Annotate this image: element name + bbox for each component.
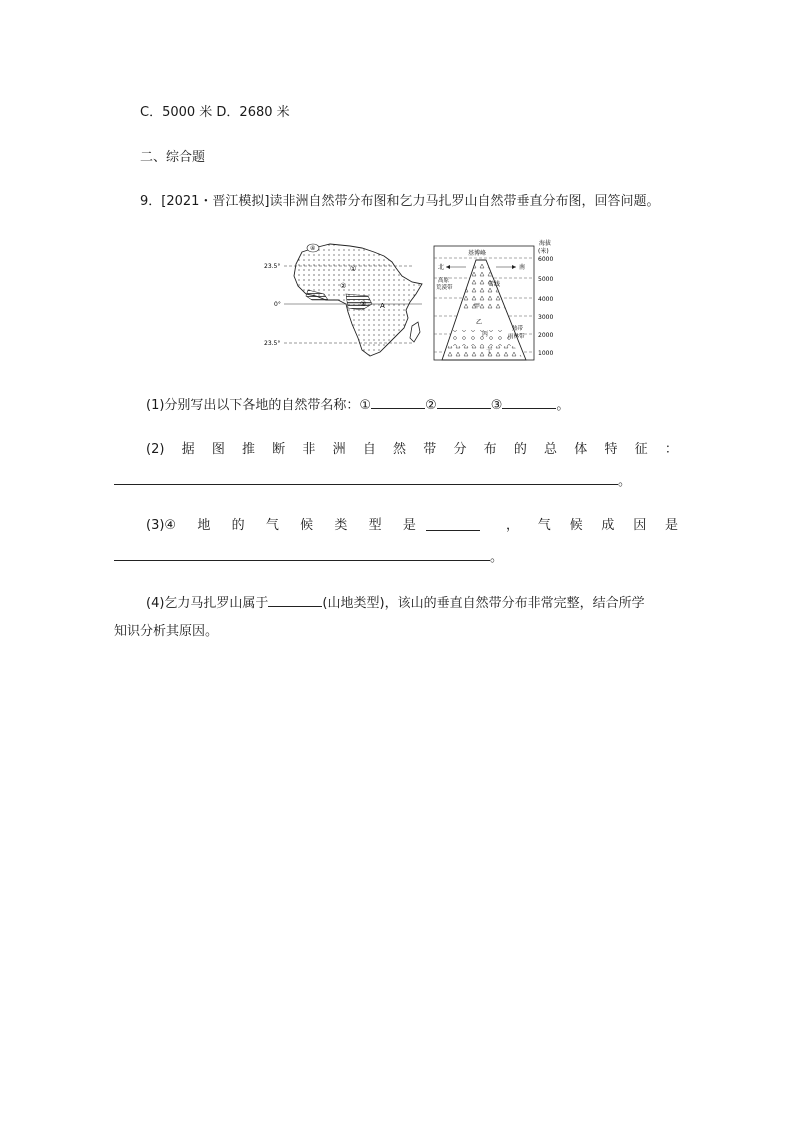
sub-question-1: (1)分别写出以下各地的自然带名称：① ② ③ 。 xyxy=(146,394,569,416)
marker-2: ② xyxy=(340,282,347,290)
lat-label-equator: 0° xyxy=(274,301,281,308)
alpine-label-2: 荒漠带 xyxy=(436,285,453,291)
options-cd: C．5000 米 D．2680 米 xyxy=(140,105,290,120)
sub-question-3-blank xyxy=(426,516,480,538)
question-text: 读非洲自然带分布图和乞力马扎罗山自然带垂直分布图，回答问题。 xyxy=(269,194,660,209)
tick-2000: 2000 xyxy=(538,332,554,339)
forest-label-1: 热带 xyxy=(512,326,524,332)
tick-1000: 1000 xyxy=(538,350,554,357)
sub-question-4: (4)乞力马扎罗山属于 (山地类型)，该山的垂直自然带分布非常完整，结合所学 xyxy=(146,592,645,614)
axis-title-1: 海拔 xyxy=(539,240,552,247)
question-stem xyxy=(140,192,660,212)
question-number: 9． xyxy=(140,194,162,209)
marker-3-text: ③ xyxy=(490,398,503,413)
sub-question-3-part-a: (3)④ 地 的 气 候 类 型 是 xyxy=(146,518,416,533)
answer-blank-1[interactable] xyxy=(371,394,425,409)
answer-blank-5[interactable] xyxy=(426,516,480,531)
question-source: [2021・晋江模拟] xyxy=(161,194,270,209)
zone-yi: 乙 xyxy=(476,319,483,326)
lat-label-south: 23.5° xyxy=(264,340,281,347)
south-label: 南 xyxy=(519,264,526,271)
sub-question-4-line2: 知识分析其原因。 xyxy=(114,624,219,639)
madagascar-outline xyxy=(410,322,420,342)
snowline-label: 雪线 xyxy=(488,281,501,288)
zone-bing: 丙 xyxy=(482,331,489,338)
marker-3: ③ xyxy=(360,300,367,308)
marker-4: ④ xyxy=(310,245,316,252)
zone-jia: 甲 xyxy=(474,303,481,310)
marker-1: ① xyxy=(350,265,357,273)
tick-3000: 3000 xyxy=(538,314,554,321)
forest-label-2: 雨林带 xyxy=(508,334,525,340)
answer-blank-7[interactable] xyxy=(268,592,322,607)
zone-ding: 丁 xyxy=(486,349,493,356)
north-label: 北 xyxy=(438,264,445,271)
africa-map xyxy=(264,244,422,356)
section-title: 二、综合题 xyxy=(140,150,206,165)
sub-question-3-part-b: ， 气 候 成 因 是 xyxy=(506,518,678,533)
answer-blank-2[interactable] xyxy=(437,394,491,409)
tick-5000: 5000 xyxy=(538,276,554,283)
answer-blank-3[interactable] xyxy=(502,394,556,409)
tick-4000: 4000 xyxy=(538,296,554,303)
alpine-label-1: 高原 xyxy=(438,278,450,284)
point-a-label: A xyxy=(380,302,385,310)
sub-question-2: (2) 据 图 推 断 非 洲 自 然 带 分 布 的 总 体 特 征 ： xyxy=(146,442,678,457)
axis-title-2: (米) xyxy=(538,248,549,255)
kilimanjaro-profile xyxy=(434,239,553,360)
sub-question-3-answer-line: 。 xyxy=(114,546,503,568)
sub-question-2-answer-line: 。 xyxy=(114,470,631,492)
marker-1-text: ① xyxy=(359,398,372,413)
answer-blank-4[interactable] xyxy=(114,470,618,485)
peak-label: 基博峰 xyxy=(468,250,487,257)
figure-africa-kilimanjaro xyxy=(262,238,558,364)
lat-label-north: 23.5° xyxy=(264,263,281,270)
marker-2-text: ② xyxy=(425,398,437,413)
tick-6000: 6000 xyxy=(538,256,554,263)
answer-blank-6[interactable] xyxy=(114,546,490,561)
